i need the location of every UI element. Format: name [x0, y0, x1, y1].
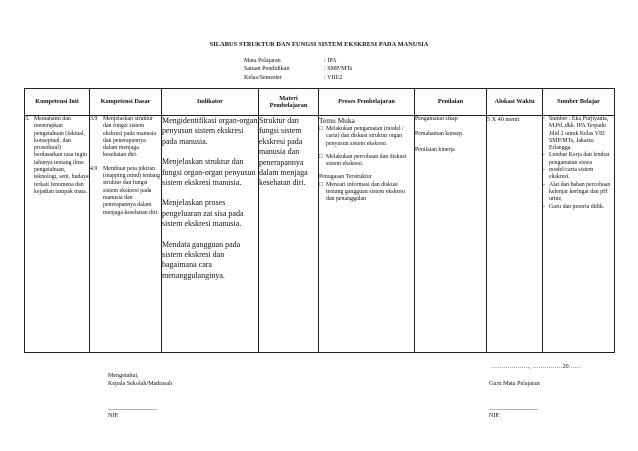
nip-label: NIP.: [489, 413, 500, 419]
cell-materi: [259, 116, 319, 353]
meta-row-mapel: [244, 57, 352, 65]
cell-indikator: [162, 116, 259, 353]
kd-number: 3.9: [90, 116, 98, 122]
nip-label: NIP.: [108, 413, 119, 419]
ki-text: Memahami dan menerapkan pengetahuan (faktual, konseptual, dan prosedural) berdasarkan rasa ingin tahunya tentang ilmu pengetahuan, teknologi, seni, budaya terkait fenomena dan kejadian tampak mata.: [34, 116, 89, 195]
proses-item: [319, 154, 414, 169]
checkbox-square-icon: □: [319, 126, 323, 132]
cell-kompetensi-inti: [25, 116, 90, 353]
sumber-text: Guru dan peserta didik.: [549, 203, 605, 210]
kd-text: Menjelaskan struktur dan fungsi sistem ekskresi pada manusia dan penerapannya dalam menjaga kesehatan diri.: [103, 116, 156, 159]
alokasi-text: 5 X 40 menit: [487, 116, 520, 123]
materi-text: Struktur dan fungsi sistem ekskresi pada manusia dan penerapannya dalam menjaga kesehatan diri.: [259, 116, 308, 188]
kepala-sekolah-label: Kepala Sekolah/Madrasah: [108, 381, 173, 387]
header-alokasi: Alokasi Waktu: [487, 89, 543, 116]
proses-text: Melakukan pengamatan (model / carta) dan diskusi struktur organ penyusun sistem ekskresi.: [326, 126, 404, 147]
meta-row-satuan: [244, 65, 352, 73]
cell-proses: [319, 116, 415, 353]
checkbox-square-icon: □: [319, 181, 323, 188]
indikator-item: Menjelaskan struktur dan fungsi organ-organ penyusun sistem ekskresi manusia.: [162, 157, 256, 188]
signature-line: ________________: [108, 405, 157, 411]
indikator-item: Menjelaskan proses pengeluaran zat sisa pada sistem ekskresi manusia.: [162, 198, 244, 229]
signature-left-line: [108, 404, 157, 420]
meta-value: : IPA: [324, 58, 337, 64]
cell-penilaian: [415, 116, 487, 353]
syllabus-table: [24, 88, 615, 353]
header-kompetensi-dasar: Kompetensi Dasar: [90, 89, 162, 116]
sumber-item: [543, 116, 614, 152]
sumber-item: [543, 167, 614, 182]
cell-kompetensi-dasar: [90, 116, 162, 353]
date-line: ………………., ……………20……: [491, 364, 581, 370]
sumber-text: Sumber : Eka Purjiyanta, M.Pd.,dkk. IPA Terpadu Jilid 2 untuk Kelas VIII SMP/MTs, Jakarta: Erlangga.: [549, 116, 609, 152]
meta-value: : SMP/MTs: [324, 66, 353, 73]
proses-text: Melakukan percobaan dan diskusi sistem ekskresi.: [326, 153, 407, 168]
proses-head: Temu Muka: [319, 116, 355, 125]
cell-alokasi: [487, 116, 543, 353]
sumber-item: [543, 152, 614, 167]
sumber-dash: -: [543, 116, 545, 122]
kd-item: [90, 166, 161, 217]
header-penilaian: Penilaian: [415, 89, 487, 116]
proses-item: [319, 182, 414, 204]
sumber-dash: -: [543, 167, 545, 174]
sumber-item: [543, 182, 614, 204]
sumber-dash: -: [543, 203, 545, 210]
header-proses: Proses Pembelajaran: [319, 89, 415, 116]
kd-item: [90, 116, 161, 160]
mengetahui-label: Mengetahui,: [108, 373, 139, 379]
document-meta: [244, 57, 352, 82]
sumber-dash: -: [543, 181, 545, 188]
meta-label: Satuan Pendidikan: [244, 66, 290, 73]
sumber-item: [543, 204, 614, 211]
proses-item: [319, 126, 414, 148]
proses-text: Mencari informasi dan diskusi tentang gangguan sistem ekskresi dan penanggulan: [326, 181, 406, 203]
meta-value: : VIII/2: [324, 74, 343, 81]
guru-label: Guru Mata Pelajaran: [489, 381, 540, 387]
sumber-dash: -: [543, 152, 545, 159]
signature-left: [108, 372, 172, 388]
document-title: SILABUS STRUKTUR DAN FUNGSI SISTEM EKSKRESI PADA MANUSIA: [209, 41, 429, 48]
signature-line: ________________: [489, 405, 538, 411]
penilaian-item: Pengamatan sikap: [415, 116, 458, 122]
meta-label: Kelas/Semester: [244, 74, 282, 81]
meta-row-kelas: [244, 74, 352, 82]
sumber-text: Alat dan bahan percobaan kelenjar keringat dan pH urine,: [549, 181, 611, 203]
header-materi: Materi Pembelajaran: [259, 89, 319, 116]
cell-sumber: [543, 116, 615, 353]
header-sumber: Sumber Belajar: [543, 89, 615, 116]
header-indikator: Indikator: [162, 89, 259, 116]
signature-right-line: [489, 404, 538, 420]
sumber-text: Lembar Kerja dan lembar pengamatan siswa: [549, 152, 610, 166]
checkbox-square-icon: □: [319, 153, 323, 160]
header-kompetensi-inti: Kompetensi Inti: [25, 89, 90, 116]
signature-right: [489, 380, 540, 388]
penilaian-item: Penilaian kinerja: [415, 146, 455, 153]
kd-text: Membuat peta pikiran (mapping mind) tentang struktur dan fungsi sistem ekskresi pada manusia dan penerapannya dalam menjaga kesehatan diri.: [103, 165, 160, 216]
kd-number: 4.9: [90, 165, 98, 172]
indikator-item: Mengidentifikasi organ-organ penyusun sistem ekskresi pada manusia.: [162, 116, 258, 146]
table-header-row: [25, 89, 615, 116]
meta-label: Mata Pelajaran: [244, 58, 281, 64]
proses-subhead: Penugasan Terstruktur: [319, 174, 372, 181]
table-row: [25, 116, 615, 353]
ki-number: 3.: [25, 116, 30, 122]
sumber-text: model/carta sistem ekskresi.: [549, 167, 594, 181]
penilaian-item: Pemahaman konsep.: [415, 131, 464, 138]
indikator-item: Mendata gangguan pada sistem ekskresi dan bagaimana cara menanggulanginya.: [162, 239, 241, 280]
